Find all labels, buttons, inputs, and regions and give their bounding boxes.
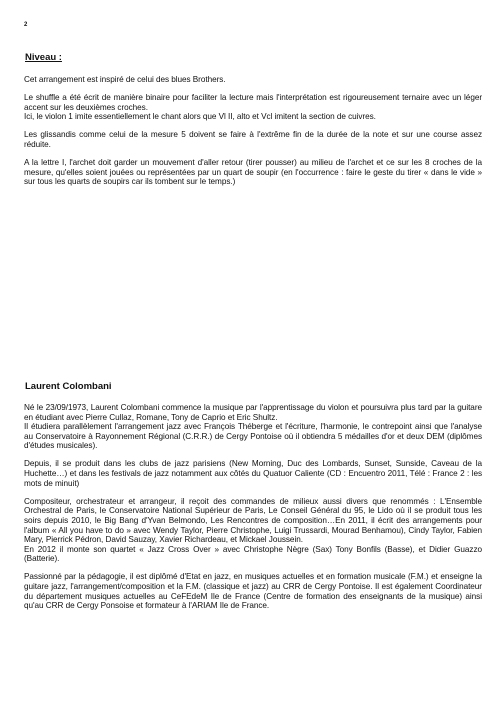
paragraph: [24, 158, 482, 187]
page-number: 2: [24, 22, 28, 28]
text-line: Passionné par la pédagogie, il est diplômé d'Etat en jazz, en musiques actuelles et en formation musicale (F.M.) et enseigne la guitare jazz, l'arrangement/composition et la F.M. (classique et jazz) au CRR de Cergy Pontoise. Il est également Coordinateur du département musiques actuelles au CeFEdeM Ile de France (Centre de formation des enseignants de la musique) ainsi qu'au CRR de Cergy Ponsoise et formateur à l'ARIAM Ile de France.: [24, 572, 482, 611]
paragraph: [24, 403, 482, 451]
paragraph: [24, 572, 482, 610]
text-line: Les glissandis comme celui de la mesure 5 doivent se faire à l'extrême fin de la durée de la note et sur une course assez réduite.: [24, 130, 482, 149]
paragraph: [24, 130, 482, 149]
text-line: A la lettre I, l'archet doit garder un mouvement d'aller retour (tirer pousser) au milieu de l'archet et ce sur les 8 croches de la mesure, qu'elles soient jouées ou représentées par un quart de soupir (en l'occurrence : faire le geste du tirer « dans le vide » sur tous les quarts de soupirs car ils tombent sur le temps.): [24, 158, 482, 187]
text-line: Cet arrangement est inspiré de celui des blues Brothers.: [24, 75, 226, 84]
paragraph: [24, 75, 482, 85]
text-line: Compositeur, orchestrateur et arrangeur, il reçoit des commandes de milieux aussi divers que renommés : L'Ensemble Orchestral de Paris, le Conservatoire National Supérieur de Paris, Le Conseil Général du 95, le Lido où il se produit tous les soirs depuis 2010, le Big Bang d'Yvan Belmondo, Les Rencontres de composition…En 2011, il écrit des arrangements pour l'album « All you have to do » avec Wendy Taylor, Pierre Christophe, Luigi Trussardi, Mourad Benhamou), Cindy Taylor, Fabien Mary, Pierrick Pédron, David Sauzay, Xavier Richardeau, et Mickael Joussein.: [24, 496, 482, 545]
author-heading: Laurent Colombani: [25, 381, 112, 392]
text-line: En 2012 il monte son quartet « Jazz Cross Over » avec Christophe Nègre (Sax) Tony Bonfils (Basse), et Didier Guazzo (Batterie).: [24, 544, 482, 564]
biography-text: [24, 403, 482, 619]
paragraph: [24, 93, 482, 122]
paragraph: [24, 459, 482, 488]
text-line: Le shuffle a été écrit de manière binaire pour faciliter la lecture mais l'interprétation est rigoureusement ternaire avec un léger accent sur les deuxièmes croches.: [24, 93, 482, 112]
text-line: Ici, le violon 1 imite essentiellement le chant alors que Vl II, alto et Vcl imitent la section de cuivres.: [24, 112, 376, 122]
text-line: Depuis, il se produit dans les clubs de jazz parisiens (New Morning, Duc des Lombards, Sunset, Sunside, Caveau de la Huchette…) et dans les festivals de jazz notamment aux côtés du Quatuor Caliente (CD : Encuentro 2011, Télé : France 2 : les mots de minuit): [24, 459, 482, 488]
niveau-heading: Niveau :: [25, 52, 62, 63]
text-line: Né le 23/09/1973, Laurent Colombani commence la musique par l'apprentissage du violon et poursuivra plus tard par la guitare en étudiant avec Pierre Cullaz, Romane, Tony de Caprio et Eric Shultz.: [24, 403, 482, 422]
niveau-text: [24, 75, 482, 195]
paragraph: [24, 497, 482, 564]
text-line: Il étudiera parallèlement l'arrangement jazz avec François Théberge et l'écriture, l'harmonie, le contrepoint ainsi que l'analyse au Conservatoire à Rayonnement Régional (C.R.R.) de Cergy Pontoise où il obtiendra 5 médailles d'or et deux DEM (diplômes d'études musicales).: [24, 422, 482, 451]
